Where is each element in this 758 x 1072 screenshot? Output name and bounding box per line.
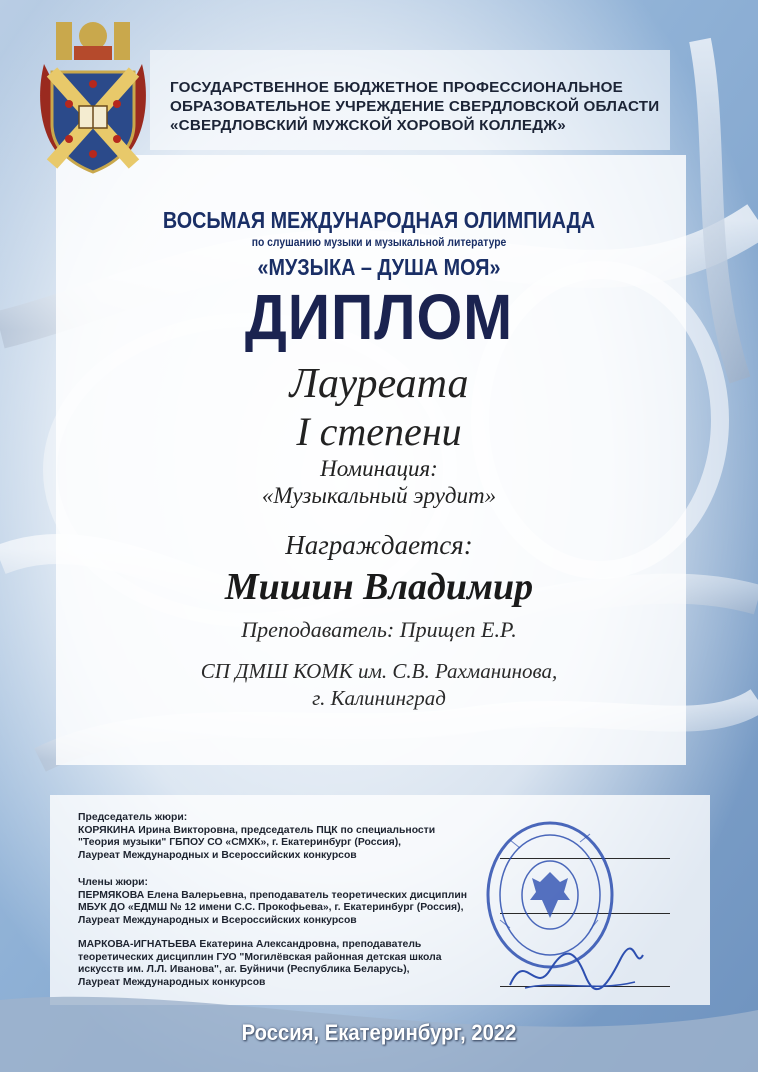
degree-title: I степени — [296, 409, 462, 454]
event-subtitle: по слушанию музыки и музыкальной литературе — [251, 237, 507, 249]
organization-name — [170, 78, 730, 135]
event-title: ВОСЬМАЯ МЕЖДУНАРОДНАЯ ОЛИМПИАДА — [162, 207, 596, 233]
jury-member-1-line: Лауреат Международных и Всероссийских конкурсов — [78, 914, 357, 926]
jury-chair-line: Лауреат Международных и Всероссийских конкурсов — [78, 849, 357, 861]
school-line-1: СП ДМШ КОМК им. С.В. Рахманинова, — [200, 659, 558, 683]
organization-line-2: ОБРАЗОВАТЕЛЬНОЕ УЧРЕЖДЕНИЕ СВЕРДЛОВСКОЙ ОБЛАСТИ — [170, 98, 660, 115]
jury-member-2-line: Лауреат Международных конкурсов — [78, 976, 266, 988]
jury-member-2-line: искусств им. Л.Л. Иванова", аг. Буйничи (Республика Беларусь), — [78, 964, 410, 975]
recipient-name: Мишин Владимир — [224, 566, 534, 608]
jury-members-block — [78, 877, 498, 927]
diploma-heading: ДИПЛОМ — [244, 281, 514, 353]
jury-member-2-line: МАРКОВА-ИГНАТЬЕВА Екатерина Александровна, преподаватель — [78, 939, 422, 950]
jury-member-2-block — [78, 939, 498, 989]
jury-members-label: Члены жюри: — [78, 877, 149, 888]
jury-member-2-line: теоретических дисциплин ГУО "Могилёвская районная детская школа — [78, 951, 442, 963]
jury-chair-label: Председатель жюри: — [78, 812, 188, 823]
coat-of-arms-icon — [34, 14, 152, 176]
nomination-value: «Музыкальный эрудит» — [261, 483, 497, 508]
jury-chair-block — [78, 812, 498, 862]
jury-member-1-line: ПЕРМЯКОВА Елена Валерьевна, преподаватель теоретических дисциплин — [78, 889, 467, 901]
teacher-name: Преподаватель: Прищеп Е.Р. — [241, 617, 517, 642]
jury-chair-line: "Теория музыки" ГБПОУ СО «СМХК», г. Екатеринбург (Россия), — [78, 837, 402, 848]
signature-icon — [505, 940, 645, 1000]
laureate-title: Лауреата — [289, 361, 469, 407]
nomination-label: Номинация: — [320, 456, 438, 481]
organization-line-3: «СВЕРДЛОВСКИЙ МУЖСКОЙ ХОРОВОЙ КОЛЛЕДЖ» — [170, 117, 566, 134]
jury-member-1-line: МБУК ДО «ЕДМШ № 12 имени С.С. Прокофьева», г. Екатеринбург (Россия), — [78, 902, 464, 913]
awarded-label: Награждается: — [285, 530, 473, 560]
school-line-2: г. Калининград — [312, 686, 446, 710]
organization-line-1: ГОСУДАРСТВЕННОЕ БЮДЖЕТНОЕ ПРОФЕССИОНАЛЬНОЕ — [170, 79, 623, 96]
footer-location-year: Россия, Екатеринбург, 2022 — [241, 1020, 517, 1045]
jury-chair-line: КОРЯКИНА Ирина Викторовна, председатель ПЦК по специальности — [78, 824, 436, 836]
event-name: «МУЗЫКА – ДУША МОЯ» — [257, 254, 501, 280]
